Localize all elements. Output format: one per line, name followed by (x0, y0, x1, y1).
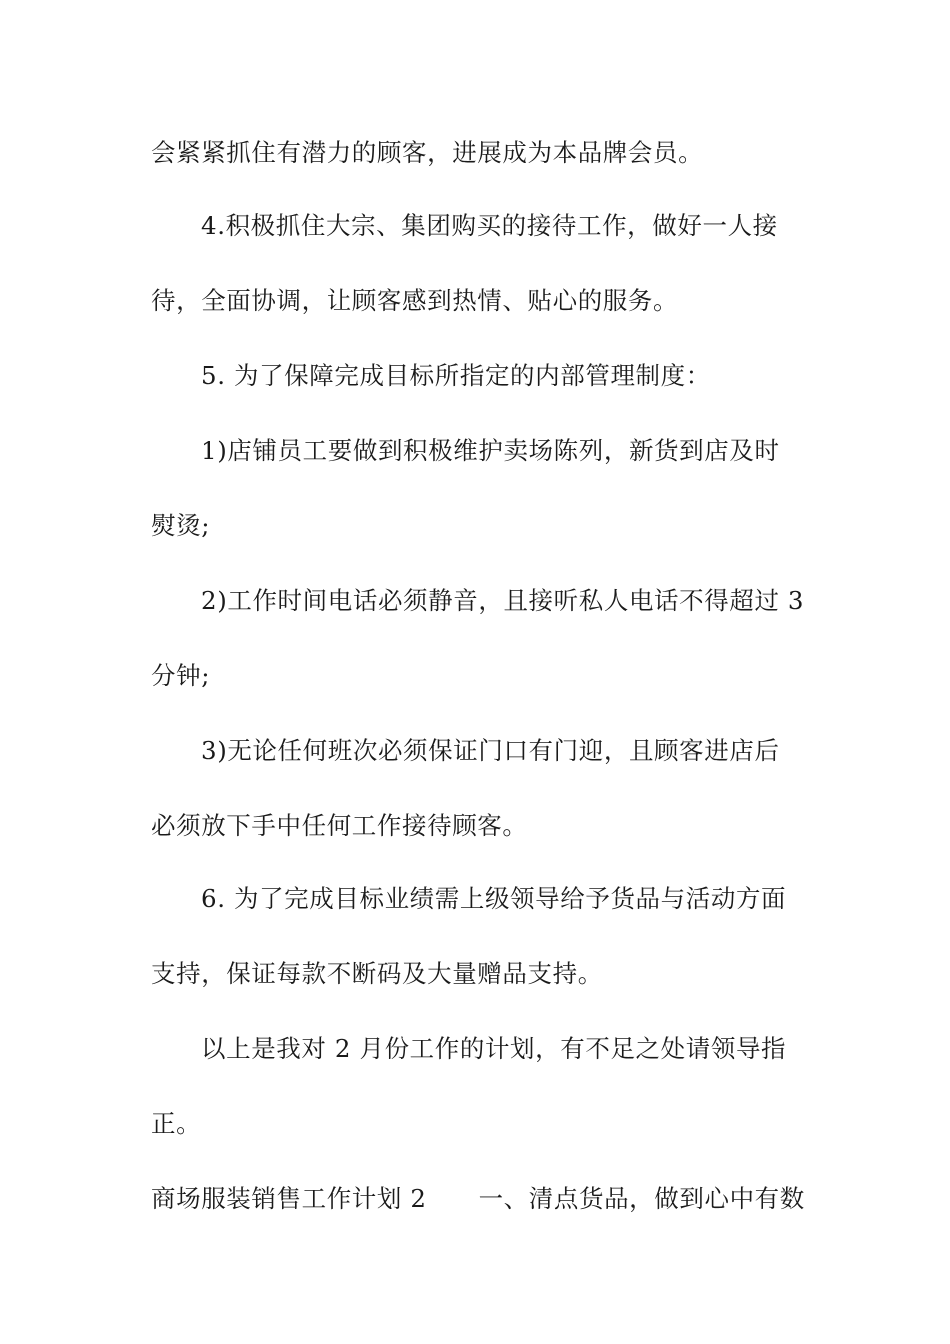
paragraph-line: 6. 为了完成目标业绩需上级领导给予货品与活动方面 (201, 884, 787, 913)
section-heading-line (151, 1184, 831, 1214)
paragraph-line: 4.积极抓住大宗、集团购买的接待工作，做好一人接 (201, 211, 778, 240)
paragraph-line: 3)无论任何班次必须保证门口有门迎，且顾客进店后 (201, 736, 780, 765)
paragraph-line: 5. 为了保障完成目标所指定的内部管理制度： (201, 361, 711, 390)
paragraph-line: 待，全面协调，让顾客感到热情、贴心的服务。 (151, 286, 679, 315)
paragraph-line: 分钟; (151, 661, 211, 690)
document-title: 商场服装销售工作计划 2 (151, 1184, 427, 1213)
paragraph-line: 以上是我对 2 月份工作的计划，有不足之处请领导指 (201, 1034, 787, 1063)
paragraph-line: 会紧紧抓住有潜力的顾客，进展成为本品牌会员。 (151, 138, 704, 167)
paragraph-line: 支持，保证每款不断码及大量赠品支持。 (151, 959, 603, 988)
section-heading: 一、清点货品，做到心中有数 (478, 1184, 805, 1213)
paragraph-line: 1)店铺员工要做到积极维护卖场陈列，新货到店及时 (201, 436, 780, 465)
paragraph-line: 必须放下手中任何工作接待顾客。 (151, 811, 528, 840)
paragraph-line: 熨烫; (151, 511, 211, 540)
paragraph-line: 正。 (151, 1109, 202, 1138)
paragraph-line: 2)工作时间电话必须静音，且接听私人电话不得超过 3 (201, 586, 805, 615)
